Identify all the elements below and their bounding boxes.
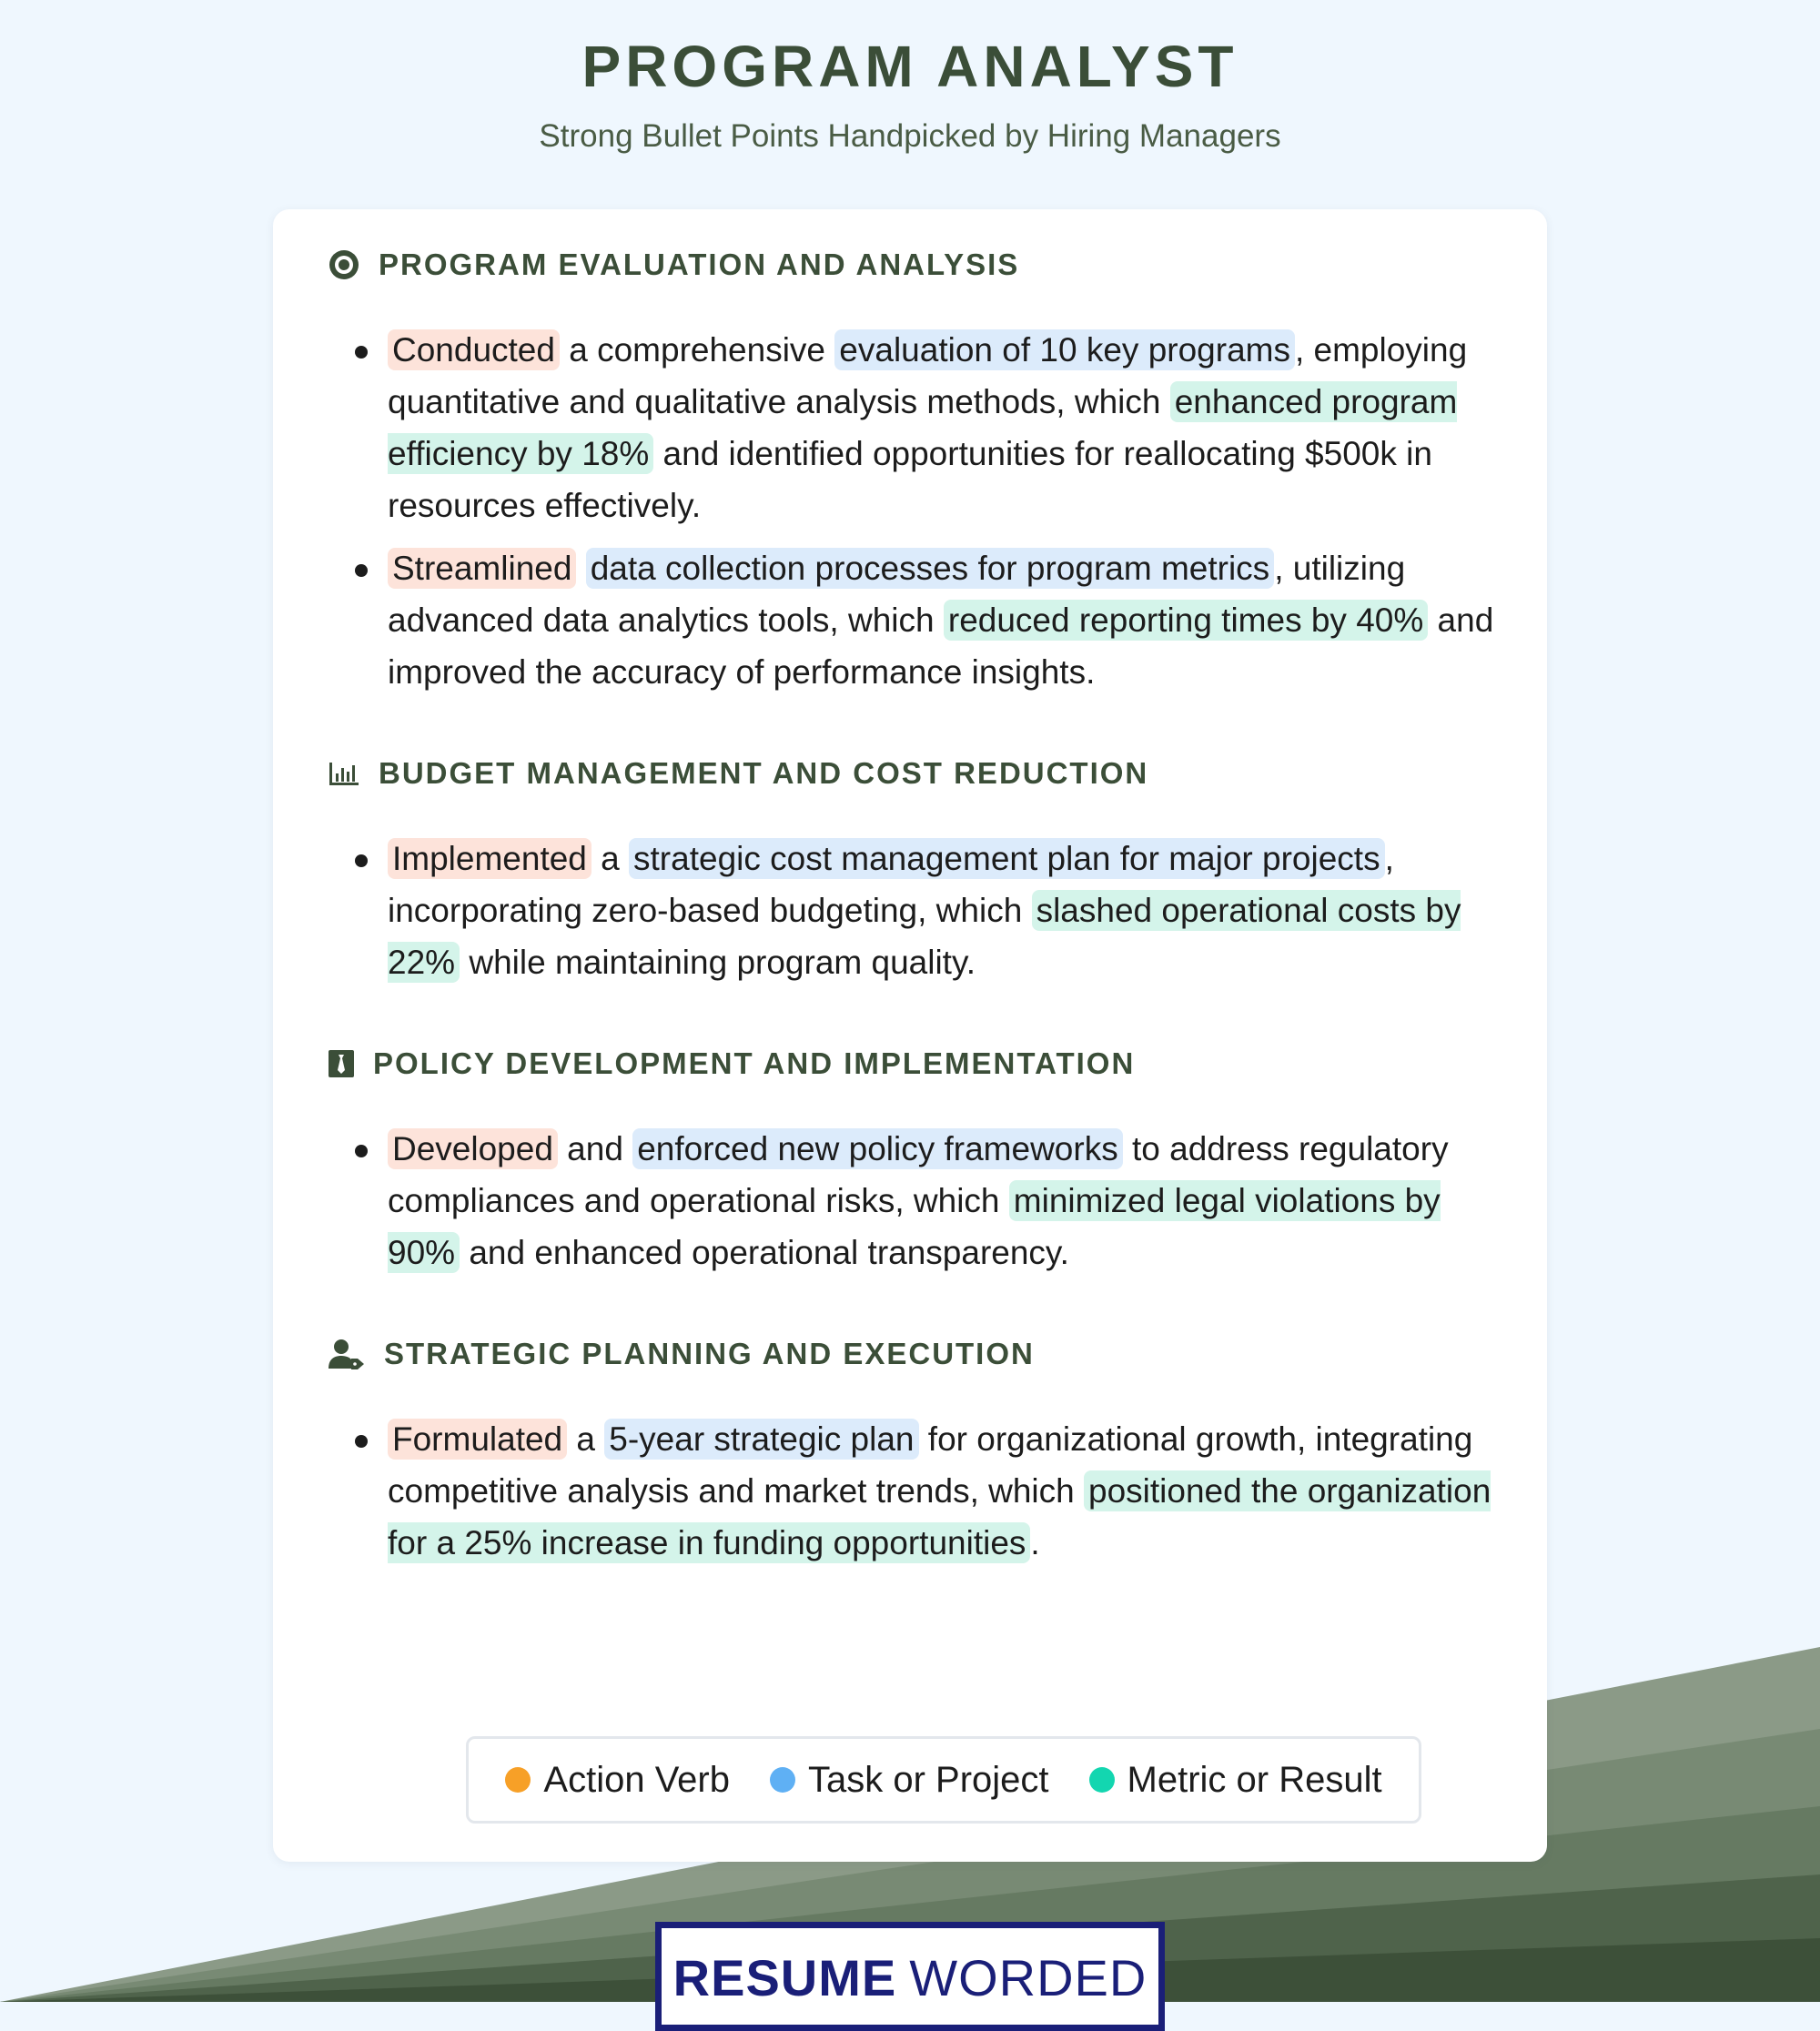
section-strategic-planning (328, 1337, 1492, 1569)
metric-highlight: reduced reporting times by 40% (944, 600, 1428, 641)
section-header (328, 1046, 1492, 1081)
action-verb-highlight: Implemented (388, 838, 592, 879)
metric-highlight: slashed operational costs by 22% (388, 892, 1461, 981)
task-highlight: 5-year strategic plan (604, 1419, 918, 1460)
metric-highlight: enhanced program efficiency by 18% (388, 383, 1458, 472)
highlight-legend (466, 1736, 1421, 1824)
section-header (328, 756, 1492, 791)
bullet-item (328, 833, 1502, 988)
bullet-text: , employing quantitative and qualitative analysis methods, which (388, 331, 1468, 420)
bullet-list (328, 324, 1492, 698)
bullet-text: and identified opportunities for reallocating $500k in resources effectively. (388, 435, 1432, 524)
metric-highlight: positioned the organization for a 25% increase in funding opportunities (388, 1472, 1491, 1561)
teal-dot-icon (1089, 1767, 1115, 1793)
bullet-text: , utilizing advanced data analytics tools, which (388, 550, 1406, 639)
task-highlight: strategic cost management plan for major projects (629, 838, 1385, 879)
section-policy-development (328, 1046, 1492, 1278)
bullet-text: , incorporating zero-based budgeting, which (388, 840, 1394, 929)
resume-worded-logo (655, 1922, 1165, 2031)
bullet-points-card (273, 209, 1547, 1862)
legend-label: Action Verb (543, 1759, 730, 1800)
bullet-text: and enhanced operational transparency. (460, 1234, 1069, 1271)
legend-item-metric-or-result (1089, 1760, 1382, 1801)
section-title: BUDGET MANAGEMENT AND COST REDUCTION (379, 756, 1149, 790)
blue-dot-icon (770, 1767, 795, 1793)
task-highlight: enforced new policy frameworks (632, 1128, 1123, 1169)
bullet-list (328, 1123, 1492, 1278)
page-subtitle: Strong Bullet Points Handpicked by Hiring Managers (539, 118, 1281, 154)
section-header (328, 1337, 1492, 1371)
bullet-text: and (557, 1130, 633, 1167)
bar-chart-icon (328, 757, 360, 790)
page-header (0, 0, 1820, 155)
legend-label: Metric or Result (1127, 1759, 1382, 1800)
bullet-item (328, 542, 1502, 698)
brand-bold: RESUME (672, 1949, 897, 2006)
metric-highlight: minimized legal violations by 90% (388, 1182, 1441, 1271)
brand-light: WORDED (909, 1949, 1148, 2006)
bullet-text: and improved the accuracy of performance insights. (388, 601, 1494, 691)
task-highlight: data collection processes for program metrics (586, 548, 1274, 589)
bullet-item (328, 1123, 1502, 1278)
bullet-item (328, 324, 1502, 531)
section-title: POLICY DEVELOPMENT AND IMPLEMENTATION (373, 1046, 1136, 1080)
legend-item-task-or-project (770, 1760, 1049, 1801)
section-budget-management (328, 756, 1492, 988)
orange-dot-icon (505, 1767, 531, 1793)
bullet-text: . (1030, 1524, 1040, 1561)
section-title: PROGRAM EVALUATION AND ANALYSIS (379, 248, 1020, 281)
action-verb-highlight: Streamlined (388, 548, 576, 589)
bullet-item (328, 1413, 1502, 1569)
bullet-text: a comprehensive (559, 331, 835, 369)
action-verb-highlight: Conducted (388, 329, 560, 370)
bullet-text: to address regulatory compliances and operational risks, which (388, 1130, 1449, 1219)
bullet-text: for organizational growth, integrating competitive analysis and market trends, which (388, 1420, 1473, 1510)
section-program-evaluation (328, 248, 1492, 698)
bullet-text: a (591, 840, 630, 877)
tie-icon (328, 1047, 355, 1080)
bullet-text: a (567, 1420, 605, 1458)
task-highlight: evaluation of 10 key programs (834, 329, 1295, 370)
section-header (328, 248, 1492, 282)
bullet-text (576, 550, 585, 587)
target-icon (328, 248, 360, 281)
action-verb-highlight: Formulated (388, 1419, 567, 1460)
legend-item-action-verb (505, 1760, 730, 1801)
section-title: STRATEGIC PLANNING AND EXECUTION (384, 1337, 1035, 1370)
legend-label: Task or Project (807, 1759, 1049, 1800)
bullet-list (328, 833, 1492, 988)
bullet-list (328, 1413, 1492, 1569)
user-tag-icon (328, 1338, 366, 1370)
bullet-text: while maintaining program quality. (460, 944, 976, 981)
page-title: PROGRAM ANALYST (581, 34, 1239, 99)
action-verb-highlight: Developed (388, 1128, 558, 1169)
